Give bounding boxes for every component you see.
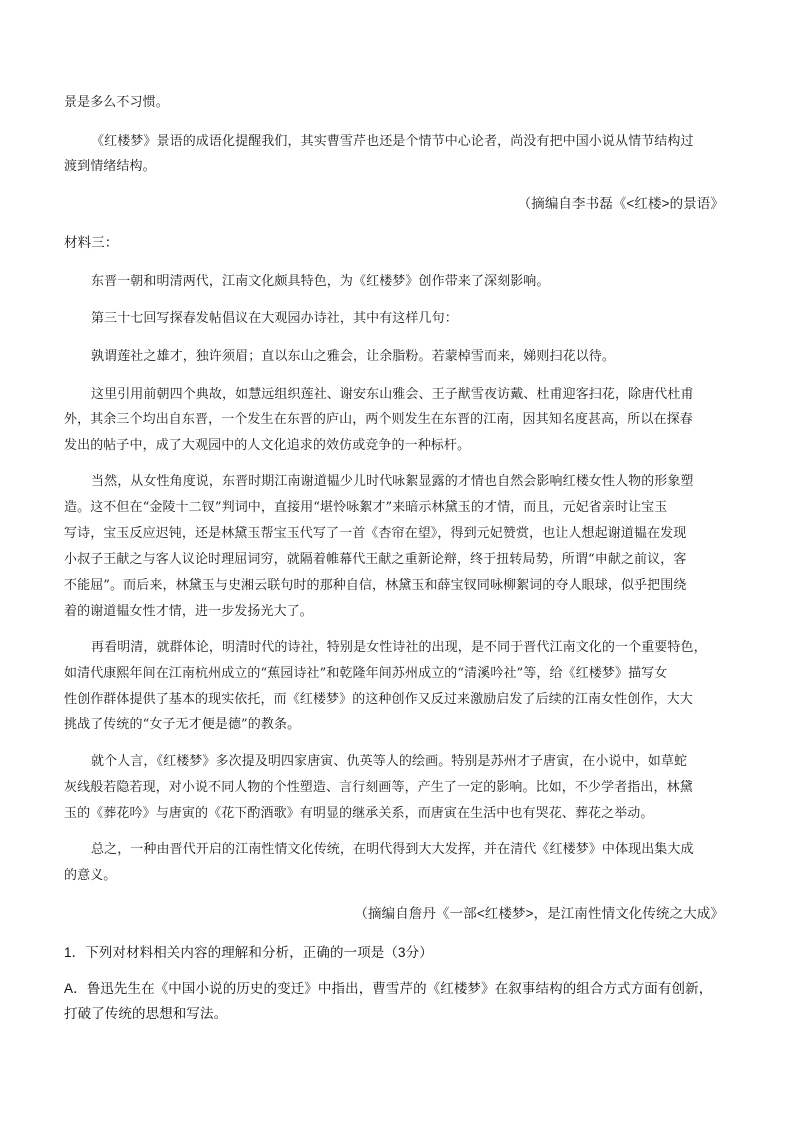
text-line: 着的谢道韫女性才情，进一步发扬光大了。 (64, 604, 313, 619)
text-line: 当然，从女性角度说，东晋时期江南谢道韫少儿时代咏絮显露的才情也自然会影响红楼女性人物的形象塑 (91, 474, 694, 489)
text-line: 总之，一种由晋代开启的江南性情文化传统，在明代得到大大发挥，并在清代《红楼梦》中体现出集大成 (91, 842, 694, 857)
text-line: 的意义。 (64, 868, 117, 883)
text-line: 景是多么不习惯。 (64, 95, 169, 110)
source-citation: （摘编自詹丹《一部<红楼梦>，是江南性情文化传统之大成》 (354, 906, 724, 921)
option-a-line: 打破了传统的思想和写法。 (64, 1006, 228, 1021)
text-line: 性创作群体提供了基本的现实依托，而《红楼梦》的这种创作又反过来激励启发了后续的江南女性创作，大大 (64, 692, 693, 707)
source-citation: （摘编自李书磊《<红楼>的景语》 (517, 196, 724, 211)
text-line: 东晋一朝和明清两代，江南文化颇具特色，为《红楼梦》创作带来了深刻影响。 (91, 274, 550, 289)
question-stem: 1．下列对材料相关内容的理解和分析，正确的一项是（3分） (64, 945, 433, 960)
text-line: 挑战了传统的“女子无才便是德”的教条。 (64, 717, 301, 732)
text-line: 如清代康熙年间在江南杭州成立的“蕉园诗社”和乾隆年间苏州成立的“清溪吟社”等，给《红楼梦》描写女 (64, 666, 668, 681)
option-a-line: A．鲁迅先生在《中国小说的历史的变迁》中指出，曹雪芹的《红楼梦》在叙事结构的组合方式方面有创新， (64, 981, 713, 996)
text-line: 发出的帖子中，成了大观园中的人文化追求的效仿或竞争的一种标杆。 (64, 438, 471, 453)
text-line: 灰线般若隐若现，对小说不同人物的个性塑造、言行刻画等，产生了一定的影响。比如，不少学者指出，林黛 (64, 780, 693, 795)
text-line: 《红楼梦》景语的成语化提醒我们，其实曹雪芹也还是个情节中心论者，尚没有把中国小说从情节结构过 (91, 134, 694, 149)
text-line: 写诗，宝玉反应迟钝，还是林黛玉帮宝玉代写了一首《杏帘在望》，得到元妃赞赏，也让人想起谢道韫在发现 (64, 526, 687, 541)
text-line: 再看明清，就群体论，明清时代的诗社，特别是女性诗社的出现，是不同于晋代江南文化的一个重要特色， (91, 640, 707, 655)
quote-line: 孰谓莲社之雄才，独许须眉；直以东山之雅会，让余脂粉。若蒙棹雪而来，娣则扫花以待。 (91, 349, 616, 364)
text-line: 外，其余三个均出自东晋，一个发生在东晋的庐山，两个则发生在东晋的江南，因其知名度甚高，所以在探春 (64, 412, 693, 427)
text-line: 渡到情绪结构。 (64, 159, 156, 174)
section-heading: 材料三： (64, 235, 119, 250)
text-line: 造。这不但在“金陵十二钗”判词中，直接用“堪怜咏絮才”来暗示林黛玉的才情，而且，元妃省亲时让宝玉 (64, 500, 668, 515)
text-line: 小叔子王献之与客人议论时理屈词穷，就隔着帷幕代王献之重新论辩，终于扭转局势，所谓“申献之前议，客 (64, 552, 687, 567)
text-line: 就个人言，《红楼梦》多次提及明四家唐寅、仇英等人的绘画。特别是苏州才子唐寅，在小说中，如草蛇 (91, 754, 688, 769)
text-line: 这里引用前朝四个典故，如慧远组织莲社、谢安东山雅会、王子猷雪夜访戴、杜甫迎客扫花，除唐代杜甫 (91, 387, 694, 402)
text-line: 玉的《葬花吟》与唐寅的《花下酌酒歌》有明显的继承关系，而唐寅在生活中也有哭花、葬花之举动。 (64, 806, 654, 821)
text-line: 不能屈”。而后来，林黛玉与史湘云联句时的那种自信，林黛玉和薛宝钗同咏柳絮词的夺人眼球，似乎把围绕 (64, 578, 687, 593)
text-line: 第三十七回写探春发帖倡议在大观园办诗社，其中有这样几句： (91, 311, 458, 326)
